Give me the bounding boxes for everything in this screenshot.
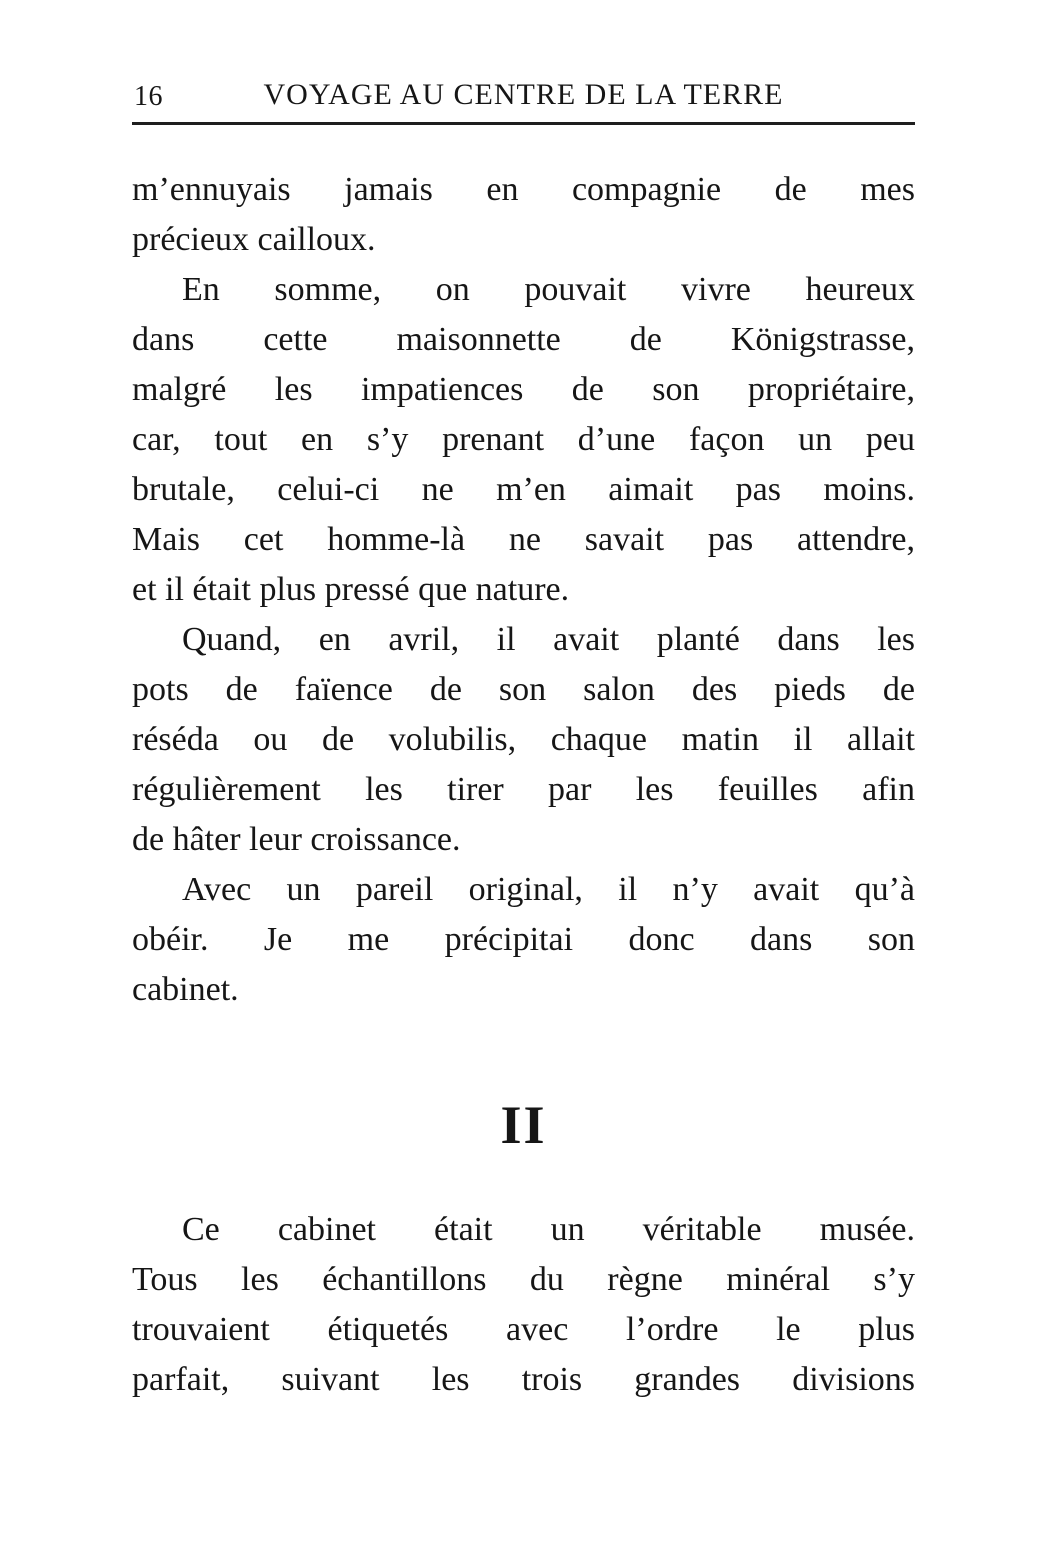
paragraph	[132, 165, 915, 265]
text-line: cabinet.	[132, 971, 239, 1008]
text-line: précieux cailloux.	[132, 221, 376, 258]
text-line: En somme, on pouvait vivre heureux	[182, 271, 915, 308]
paragraph	[132, 1205, 915, 1405]
paragraph	[132, 265, 915, 615]
text-line: de hâter leur croissance.	[132, 821, 461, 858]
text-line: malgré les impatiences de son propriétaire,	[132, 371, 915, 408]
page-number: 16	[134, 81, 163, 112]
text-line: brutale, celui-ci ne m’en aimait pas moins.	[132, 471, 915, 508]
text-line: réséda ou de volubilis, chaque matin il allait	[132, 721, 915, 758]
text-line: obéir. Je me précipitai donc dans son	[132, 921, 915, 958]
body-text-before-heading	[132, 165, 915, 1015]
text-line: et il était plus pressé que nature.	[132, 571, 570, 608]
paragraph	[132, 615, 915, 865]
paragraph	[132, 865, 915, 1015]
text-line: dans cette maisonnette de Königstrasse,	[132, 321, 915, 358]
running-title: VOYAGE AU CENTRE DE LA TERRE	[263, 78, 784, 111]
text-line: Mais cet homme-là ne savait pas attendre,	[132, 521, 915, 558]
text-line: trouvaient étiquetés avec l’ordre le plus	[132, 1311, 915, 1348]
text-line: Quand, en avril, il avait planté dans les	[182, 621, 915, 658]
page-header	[132, 78, 915, 118]
text-line: Ce cabinet était un véritable musée.	[182, 1211, 915, 1248]
text-line: Tous les échantillons du règne minéral s’y	[132, 1261, 915, 1298]
body-text-after-heading	[132, 1205, 915, 1405]
text-line: car, tout en s’y prenant d’une façon un peu	[132, 421, 915, 458]
text-line: pots de faïence de son salon des pieds de	[132, 671, 915, 708]
text-block	[132, 165, 915, 1405]
header-rule	[132, 122, 915, 125]
text-line: Avec un pareil original, il n’y avait qu’à	[182, 871, 915, 908]
text-line: parfait, suivant les trois grandes divisions	[132, 1361, 915, 1398]
text-line: régulièrement les tirer par les feuilles afin	[132, 771, 915, 808]
chapter-heading: II	[500, 1095, 547, 1155]
text-line: m’ennuyais jamais en compagnie de mes	[132, 171, 915, 208]
